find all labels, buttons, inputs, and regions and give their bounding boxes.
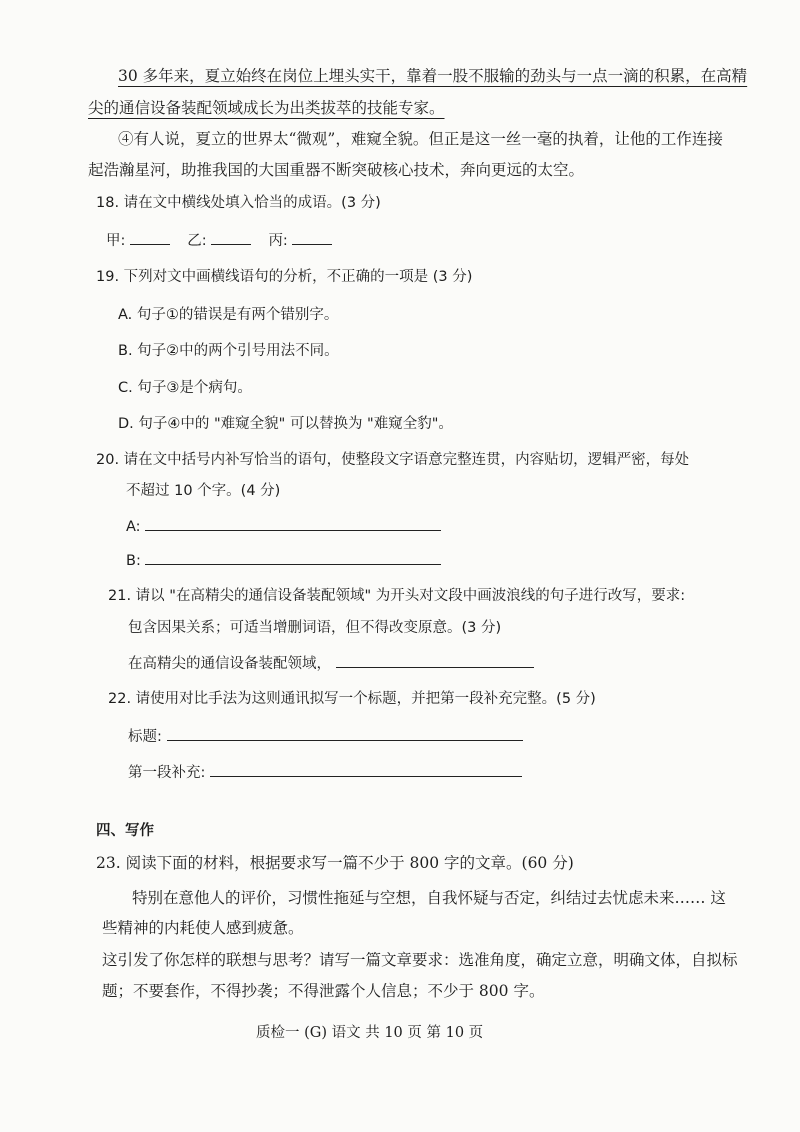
q23-requirement-2: 题；不要套作，不得抄袭；不得泄露个人信息；不少于 800 字。 — [102, 982, 545, 1000]
q21-stem-2: 包含因果关系；可适当增删词语，但不得改变原意。(3 分) — [128, 620, 502, 636]
q22-stem: 22. 请使用对比手法为这则通讯拟写一个标题，并把第一段补充完整。(5 分) — [108, 691, 596, 707]
q19-option-d[interactable]: D. 句子④中的 "难窥全貌" 可以替换为 "难窥全豹"。 — [118, 416, 453, 432]
q20-b-blank[interactable] — [145, 550, 441, 565]
q18-answers — [106, 230, 332, 251]
q19-option-a[interactable]: A. 句子①的错误是有两个错别字。 — [118, 307, 339, 323]
q19-stem: 19. 下列对文中画横线语句的分析，不正确的一项是 (3 分) — [96, 269, 473, 285]
page-footer: 质检一 (G) 语文 共 10 页 第 10 页 — [256, 1025, 484, 1041]
q22-para-label: 第一段补充: — [128, 765, 206, 781]
q18-jia-blank[interactable] — [130, 230, 170, 245]
q22-title-label: 标题: — [128, 729, 162, 745]
q18-yi-label: 乙: — [187, 233, 207, 249]
q23-requirement-1: 这引发了你怎样的联想与思考？请写一篇文章要求：选准角度，确定立意，明确文体，自拟标 — [102, 951, 738, 969]
passage-line-2 — [88, 98, 445, 118]
q21-blank[interactable] — [336, 653, 534, 668]
passage-line-3-text: ④有人说，夏立的世界太“微观”，难窥全貌。但正是这一丝一毫的执着，让他的工作连接 — [118, 130, 723, 148]
q19-option-b[interactable]: B. 句子②中的两个引号用法不同。 — [118, 343, 339, 359]
q23-material-1: 特别在意他人的评价，习惯性拖延与空想，自我怀疑与否定，纠结过去忧虑未来…… 这 — [132, 889, 726, 907]
q22-title-answer — [128, 726, 523, 747]
q20-stem-2: 不超过 10 个字。(4 分) — [126, 483, 281, 499]
q20-answer-a — [126, 516, 441, 537]
q18-stem: 18. 请在文中横线处填入恰当的成语。(3 分) — [96, 195, 381, 211]
q22-title-blank[interactable] — [167, 726, 523, 741]
q18-jia-label: 甲: — [106, 233, 126, 249]
q22-para-answer — [128, 762, 522, 783]
q18-bing-blank[interactable] — [292, 230, 332, 245]
passage-line-3 — [118, 129, 723, 149]
passage-line-2-text: 尖的通信设备装配领域成长为出类拔萃的技能专家。 — [88, 99, 445, 117]
q21-answer — [128, 653, 534, 674]
q21-prefix: 在高精尖的通信设备装配领域， — [128, 656, 331, 672]
q21-stem-1: 21. 请以 "在高精尖的通信设备装配领域" 为开头对文段中画波浪线的句子进行改写，要求: — [108, 588, 686, 604]
q20-stem-1: 20. 请在文中括号内补写恰当的语句，使整段文字语意完整连贯，内容贴切，逻辑严密，每处 — [96, 452, 690, 468]
section-heading: 四、写作 — [96, 823, 154, 839]
q18-bing-label: 丙: — [268, 233, 288, 249]
q23-stem: 23. 阅读下面的材料，根据要求写一篇不少于 800 字的文章。(60 分) — [96, 854, 574, 872]
q20-b-label: B: — [126, 553, 141, 569]
q20-a-label: A: — [126, 519, 141, 535]
passage-line-4-text: 起浩瀚星河，助推我国的大国重器不断突破核心技术，奔向更远的太空。 — [88, 161, 585, 179]
passage-line-1 — [118, 66, 747, 86]
q18-yi-blank[interactable] — [211, 230, 251, 245]
q20-a-blank[interactable] — [145, 516, 441, 531]
q19-option-c[interactable]: C. 句子③是个病句。 — [118, 380, 252, 396]
passage-line-4 — [88, 160, 584, 180]
passage-line-1-text: 30 多年来，夏立始终在岗位上埋头实干，靠着一股不服输的劲头与一点一滴的积累，在高精 — [118, 67, 748, 85]
q23-material-2: 些精神的内耗使人感到疲惫。 — [102, 919, 304, 937]
q22-para-blank[interactable] — [210, 762, 522, 777]
q20-answer-b — [126, 550, 441, 571]
